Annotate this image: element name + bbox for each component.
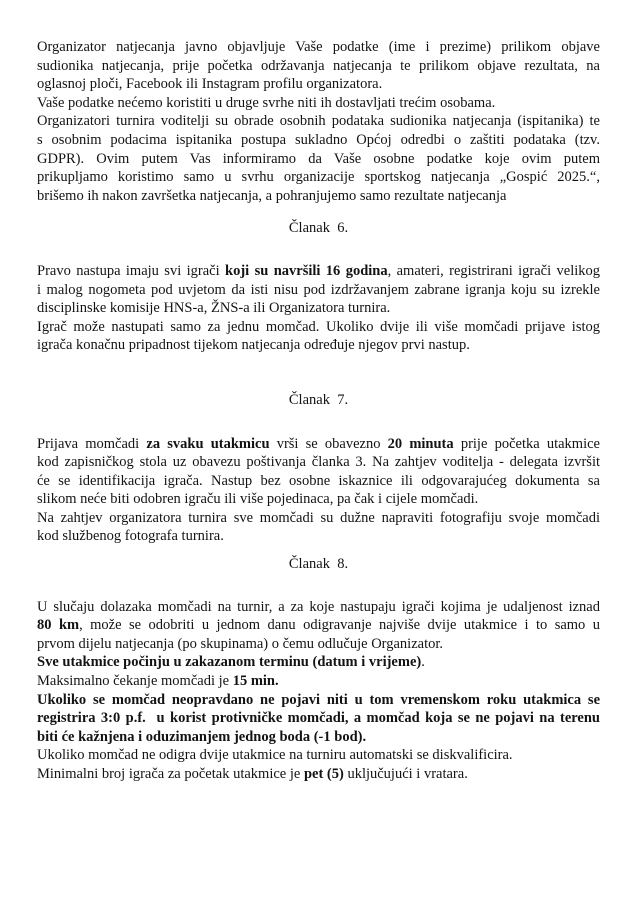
text-line	[37, 336, 600, 355]
text-line	[37, 709, 600, 728]
text-line	[37, 187, 600, 206]
text-segment: , može se odobriti u jednom danu odigravanje najviše dvije utakmice i to samo u	[79, 617, 600, 634]
text-line	[37, 262, 600, 281]
text-line	[37, 281, 600, 300]
text-segment: Maksimalno čekanje momčadi je	[37, 673, 233, 690]
text-line	[37, 765, 600, 784]
bold-text-segment: pet (5)	[303, 766, 344, 782]
bold-text-segment: koji su navršili 16 godina	[225, 262, 388, 279]
heading-clanak-8: Članak 8.	[288, 556, 349, 573]
text-segment: Na zahtjev organizatora turnira sve momčadi su dužne napraviti fotografiju svoje momčadi	[37, 509, 600, 526]
text-segment: Vaše podatke nećemo koristiti u druge svrhe niti ih dostavljati trećim osobama.	[37, 94, 496, 111]
text-line	[37, 728, 600, 747]
text-line	[37, 299, 600, 318]
text-line	[37, 131, 600, 150]
text-line	[37, 112, 600, 131]
text-segment: Organizatori turnira voditelji su obrade osobnih podataka sudionika natjecanja (ispitanika) te	[37, 113, 600, 130]
text-segment: sudionika natjecanja, prije početka održavanja natjecanja te prilikom objave rezultata, na	[37, 57, 600, 74]
heading-clanak-7: Članak 7.	[288, 391, 349, 408]
text-segment: igrača konačnu pripadnost tijekom natjecanja određuje njegov prvi nastup.	[37, 337, 470, 354]
text-segment: kod službenog fotografa turnira.	[37, 528, 224, 545]
text-line	[37, 472, 600, 491]
text-segment: vrši se obavezno	[269, 435, 388, 452]
bold-text-segment: za svaku utakmicu	[146, 435, 270, 452]
text-segment: oglasnoj ploči, Facebook ili Instagram profilu organizatora.	[37, 76, 383, 93]
text-line	[37, 746, 600, 765]
text-segment: U slučaju dolazaka momčadi na turnir, a za koje nastupaju igrači kojima je udaljenost iznad	[37, 598, 600, 615]
heading-clanak-6: Članak 6.	[288, 220, 349, 237]
text-segment: i malog nogometa pod uvjetom da isti nisu pod izdržavanjem zabrane igranja koju su izrekle	[37, 281, 600, 298]
paragraph-clanak-7	[37, 435, 600, 547]
text-segment: Minimalni broj igrača za početak utakmice je	[37, 766, 304, 782]
paragraph-data-privacy	[37, 38, 600, 205]
text-segment: , amateri, registrirani igrači velikog	[387, 262, 601, 279]
document-body	[37, 38, 600, 784]
text-segment: Ukoliko momčad ne odigra dvije utakmice na turniru automatski se diskvalificira.	[37, 747, 513, 764]
text-segment: prije početka utakmice	[453, 435, 600, 452]
text-line	[37, 318, 600, 337]
text-segment: prikupljamo koristimo samo u svrhu organizacije sportskog natjecanja „Gospić 2025.“,	[37, 169, 600, 186]
text-line	[37, 616, 600, 635]
text-line	[37, 435, 600, 454]
text-line	[37, 94, 600, 113]
text-line	[37, 691, 600, 710]
text-line	[37, 75, 600, 94]
text-line	[37, 635, 600, 654]
text-line	[37, 509, 600, 528]
text-segment: s osobnim podacima ispitanika postupa sukladno Općoj odredbi o zaštiti podataka (tzv.	[37, 131, 600, 148]
text-segment: prvom dijelu natjecanja (po skupinama) o čemu odlučuje Organizator.	[37, 635, 444, 652]
text-line	[37, 57, 600, 76]
text-segment: uključujući i vratara.	[343, 766, 468, 782]
text-segment: Igrač može nastupati samo za jednu momčad. Ukoliko dvije ili više momčadi prijave istog	[37, 318, 600, 335]
text-line	[37, 453, 600, 472]
text-line	[37, 38, 600, 57]
text-segment: brišemo ih nakon završetka natjecanja, a pohranjujemo samo rezultate natjecanja	[37, 187, 507, 204]
text-segment: Organizator natjecanja javno objavljuje Vaše podatke (ime i prezime) prilikom objave	[37, 39, 600, 55]
text-line	[37, 490, 600, 509]
bold-text-segment: 15 min.	[232, 673, 279, 690]
bold-text-segment: registrira 3:0 p.f. u korist protivničke momčadi, a momčad koja se ne pojavi na terenu	[37, 710, 600, 727]
text-segment: disciplinske komisije HNS-a, ŽNS-a ili Organizatora turnira.	[37, 300, 391, 317]
text-line	[37, 653, 600, 672]
text-line	[37, 527, 600, 546]
text-segment: će se identifikacija igrača. Nastup bez osobne iskaznice ili odgovarajućeg dokumenta sa	[37, 472, 600, 489]
text-segment: Pravo nastupa imaju svi igrači	[37, 262, 226, 279]
bold-text-segment: Ukoliko se momčad neopravdano ne pojavi niti u tom vremenskom roku utakmica se	[37, 691, 600, 708]
paragraph-clanak-6	[37, 262, 600, 355]
bold-text-segment: 20 minuta	[387, 435, 454, 452]
text-segment: .	[421, 654, 425, 671]
text-line	[37, 672, 600, 691]
text-segment: slikom neće biti odobren igraču ili više pojedinaca, pa čak i cijele momčadi.	[37, 491, 479, 508]
bold-text-segment: Sve utakmice počinju u zakazanom terminu (datum i vrijeme)	[37, 654, 422, 671]
bold-text-segment: biti će kažnjena i oduzimanjem jednog boda (-1 bod).	[37, 728, 367, 745]
bold-text-segment: 80 km	[37, 617, 80, 634]
text-segment: Prijava momčadi	[37, 435, 147, 452]
paragraph-clanak-8	[37, 598, 600, 784]
text-segment: kod zapisničkog stola uz obavezu poštivanja članka 3. Na zahtjev voditelja - delegata izvršit	[37, 454, 600, 471]
text-line	[37, 150, 600, 169]
text-line	[37, 598, 600, 617]
text-segment: GDPR). Ovim putem Vas informiramo da Vaše osobne podatke koje ovim putem	[37, 150, 600, 167]
text-line	[37, 168, 600, 187]
